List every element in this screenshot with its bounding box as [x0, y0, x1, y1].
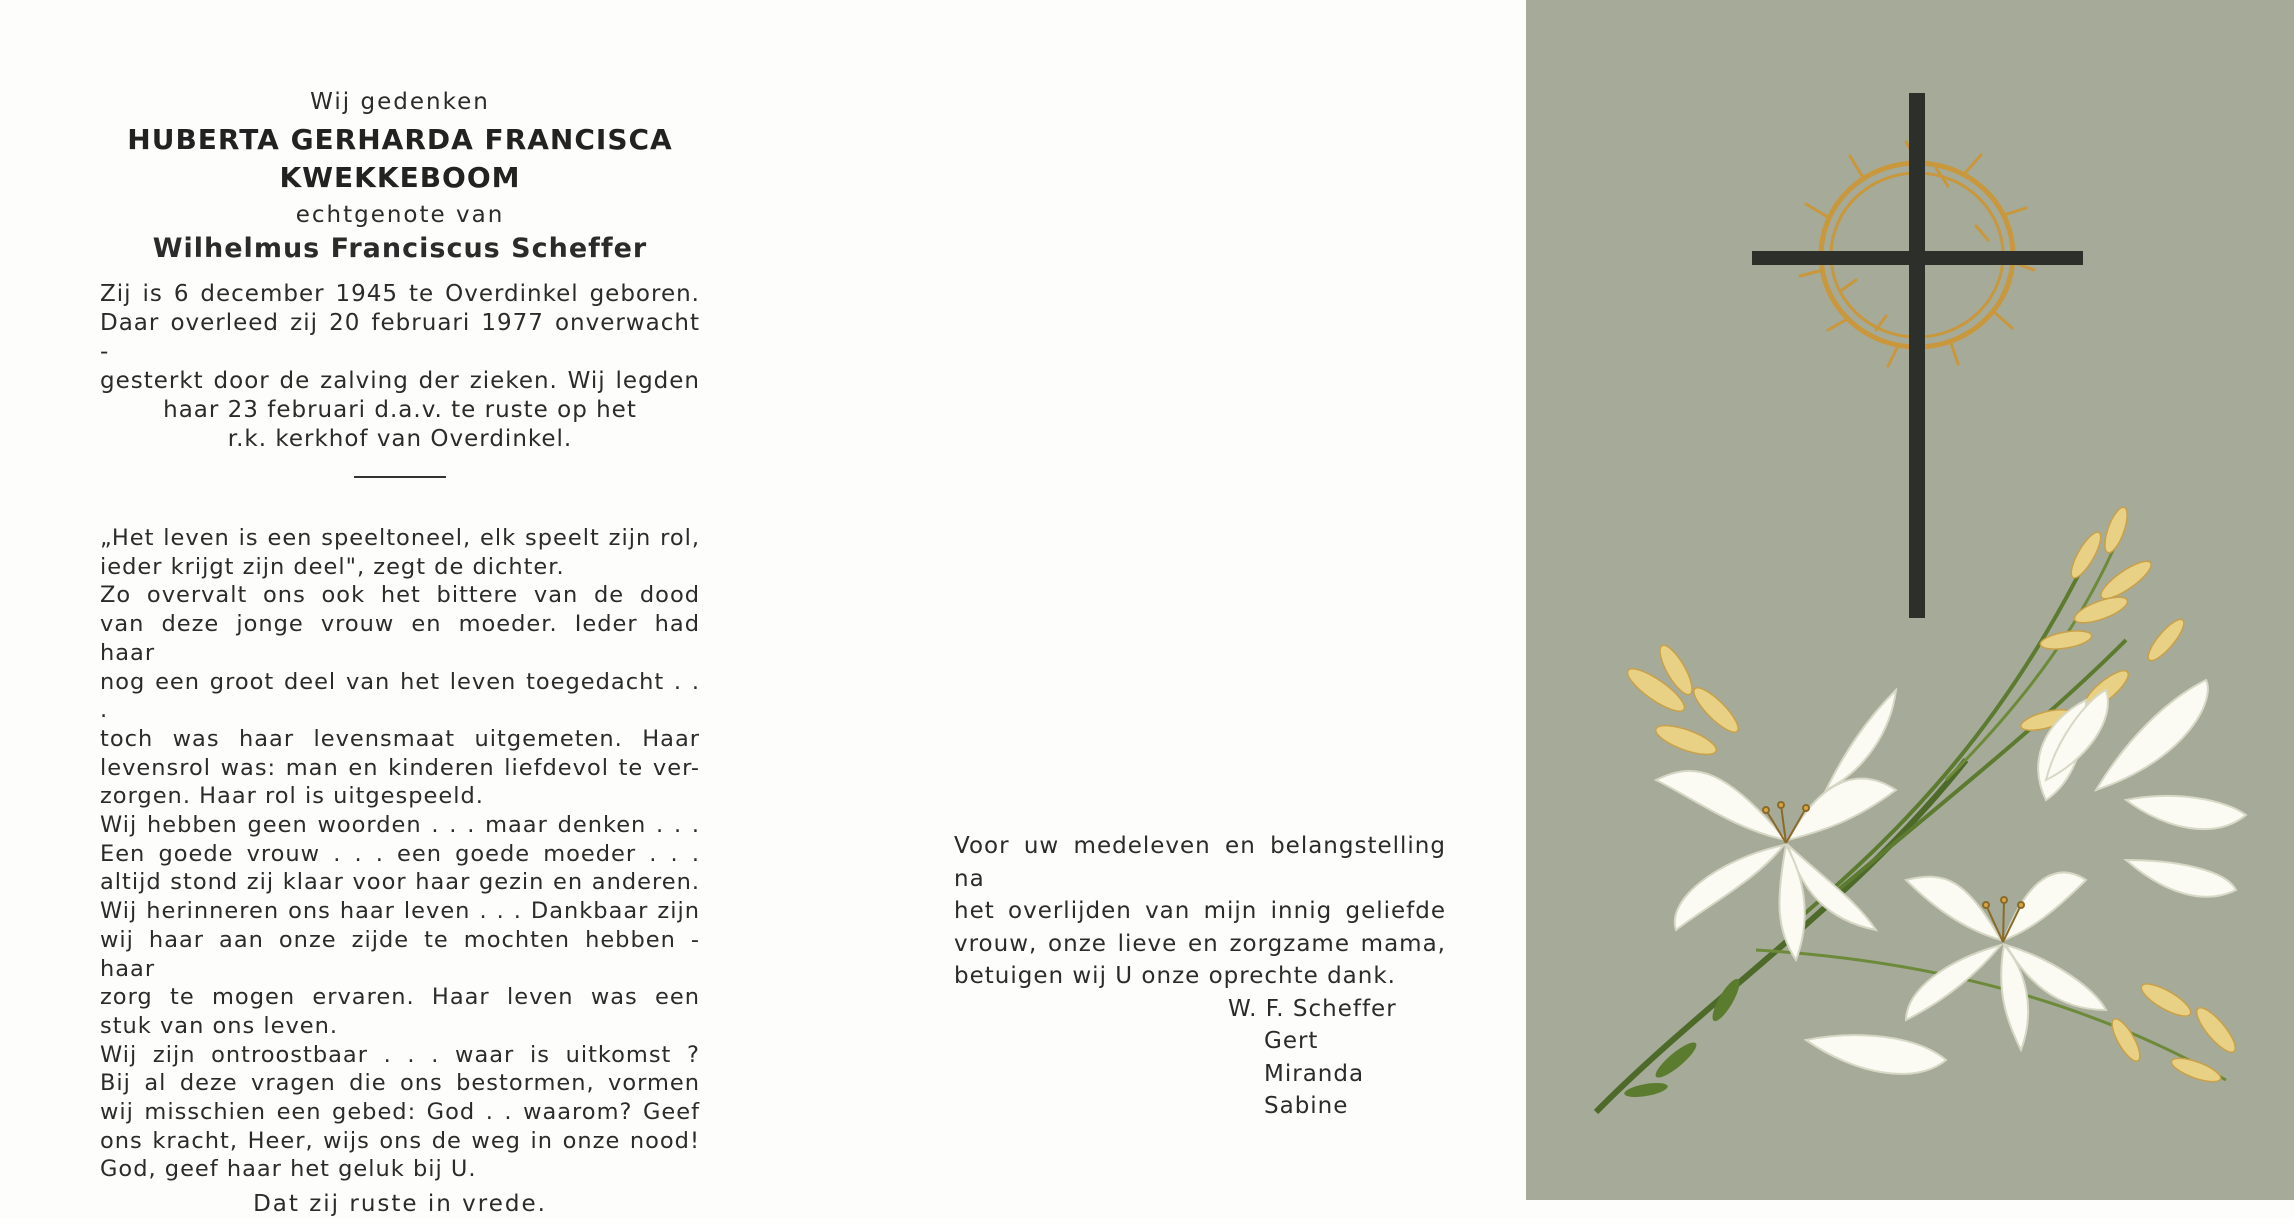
memorial-text-panel: [100, 88, 700, 1219]
biography: [100, 280, 700, 454]
cross-and-lilies-illustration: [1526, 0, 2294, 1200]
bio-line: haar 23 februari d.a.v. te ruste op het: [163, 397, 637, 423]
poem-line: wij misschien een gebed: God . . waarom? Geef: [100, 1099, 700, 1126]
poem-line: stuk van ons leven.: [100, 1012, 339, 1039]
poem-line: Een goede vrouw . . . een goede moeder . . .: [100, 840, 700, 867]
poem-line: nog een groot deel van het leven toegedacht . . .: [100, 668, 700, 724]
signatory: Gert: [1264, 1028, 1319, 1054]
poem-line: „Het leven is een speeltoneel, elk speelt zijn rol,: [100, 525, 700, 551]
poem-line: zorgen. Haar rol is uitgespeeld.: [100, 783, 484, 810]
deceased-name-line2: KWEKKEBOOM: [279, 161, 521, 194]
poem: [100, 524, 700, 1184]
poem-line: wij haar aan onze zijde te mochten hebben - haar: [100, 926, 700, 982]
poem-line: altijd stond zij klaar voor haar gezin en anderen.: [100, 869, 700, 896]
closing-blessing: Dat zij ruste in vrede.: [253, 1191, 547, 1218]
poem-line: ieder krijgt zijn deel", zegt de dichter.: [100, 553, 565, 580]
bio-line: Daar overleed zij 20 februari 1977 onverwacht -: [100, 310, 700, 365]
picture-card: [1526, 0, 2294, 1200]
bio-line: gesterkt door de zalving der zieken. Wij legden: [100, 368, 700, 394]
poem-line: van deze jonge vrouw en moeder. Ieder had haar: [100, 611, 700, 666]
poem-line: Wij hebben geen woorden . . . maar denken . . .: [100, 812, 700, 839]
poem-line: Zo overvalt ons ook het bittere van de dood: [100, 582, 700, 609]
signatory: W. F. Scheffer: [1228, 995, 1397, 1022]
thanks-line: Voor uw medeleven en belangstelling na: [954, 833, 1446, 892]
cross-icon: [1752, 93, 2083, 618]
thanks-line: het overlijden van mijn innig geliefde: [954, 898, 1446, 924]
spouse-label: echtgenote van: [295, 202, 505, 228]
thanks-panel: [954, 830, 1446, 1123]
poem-line: levensrol was: man en kinderen liefdevol te ver-: [100, 754, 700, 781]
divider: [354, 476, 446, 478]
thanks-line: vrouw, onze lieve en zorgzame mama,: [954, 930, 1446, 957]
poem-line: toch was haar levensmaat uitgemeten. Haar: [100, 725, 700, 752]
poem-line: Wij herinneren ons haar leven . . . Dankbaar zijn: [100, 898, 700, 925]
deceased-name-line1: HUBERTA GERHARDA FRANCISCA: [127, 123, 673, 156]
poem-line: Wij zijn ontroostbaar . . . waar is uitkomst ?: [100, 1041, 700, 1068]
bio-line: Zij is 6 december 1945 te Overdinkel geboren.: [100, 281, 700, 307]
poem-line: Bij al deze vragen die ons bestormen, vormen: [100, 1070, 700, 1097]
poem-line: God, geef haar het geluk bij U.: [100, 1156, 477, 1183]
intro-text: Wij gedenken: [310, 89, 490, 115]
signatory: Miranda: [1264, 1060, 1365, 1087]
signatory: Sabine: [1264, 1093, 1349, 1119]
bio-line: r.k. kerkhof van Overdinkel.: [227, 426, 573, 452]
poem-line: ons kracht, Heer, wijs ons de weg in onze nood!: [100, 1127, 700, 1154]
spouse-name: Wilhelmus Franciscus Scheffer: [152, 233, 648, 264]
poem-line: zorg te mogen ervaren. Haar leven was een: [100, 984, 700, 1011]
thanks-line: betuigen wij U onze oprechte dank.: [954, 963, 1396, 989]
